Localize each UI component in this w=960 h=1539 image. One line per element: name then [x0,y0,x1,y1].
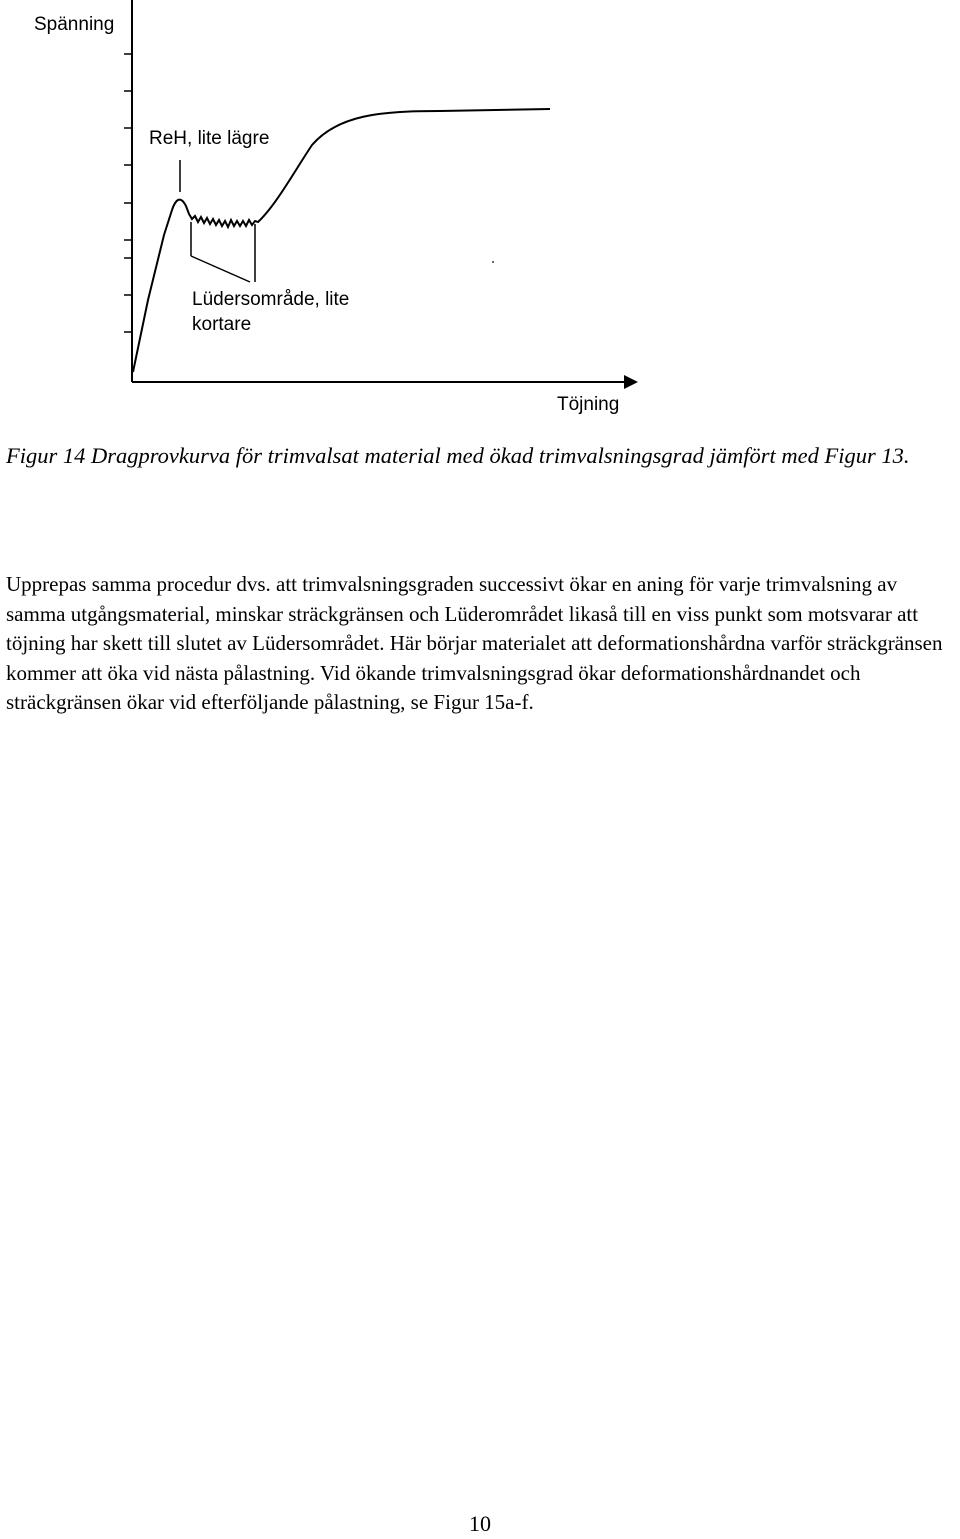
luders-annotation-line1: Lüdersområde, lite [192,289,350,310]
figure-caption: Figur 14 Dragprovkurva för trimvalsat material med ökad trimvalsningsgrad jämfört med Figur 13. [6,443,910,468]
body-paragraph: Upprepas samma procedur dvs. att trimvalsningsgraden successivt ökar en aning för varje trimvalsning av samma utgångsmaterial, minskar sträckgränsen och Lüderområdet likaså till en viss punkt som motsvarar att töjning har skett till slutet av Lüdersområdet. Här börjar materialet att deformationshårdna varför sträckgränsen kommer att öka vid nästa pålastning. Vid ökande trimvalsningsgrad ökar deformationshårdnandet och sträckgränsen ökar vid efterföljande pålastning, se Figur 15a-f. [6,572,943,714]
stress-strain-diagram [0,0,960,420]
reh-annotation: ReH, lite lägre [149,128,270,149]
x-axis-label: Töjning [557,394,620,415]
y-axis-label: Spänning [34,14,115,35]
x-axis-arrowhead [624,375,638,389]
stray-dot [492,261,494,263]
luders-bracket [191,222,255,282]
luders-annotation-line2: kortare [192,314,252,335]
y-axis-ticks [124,54,132,332]
page-number: 10 [469,1511,491,1536]
